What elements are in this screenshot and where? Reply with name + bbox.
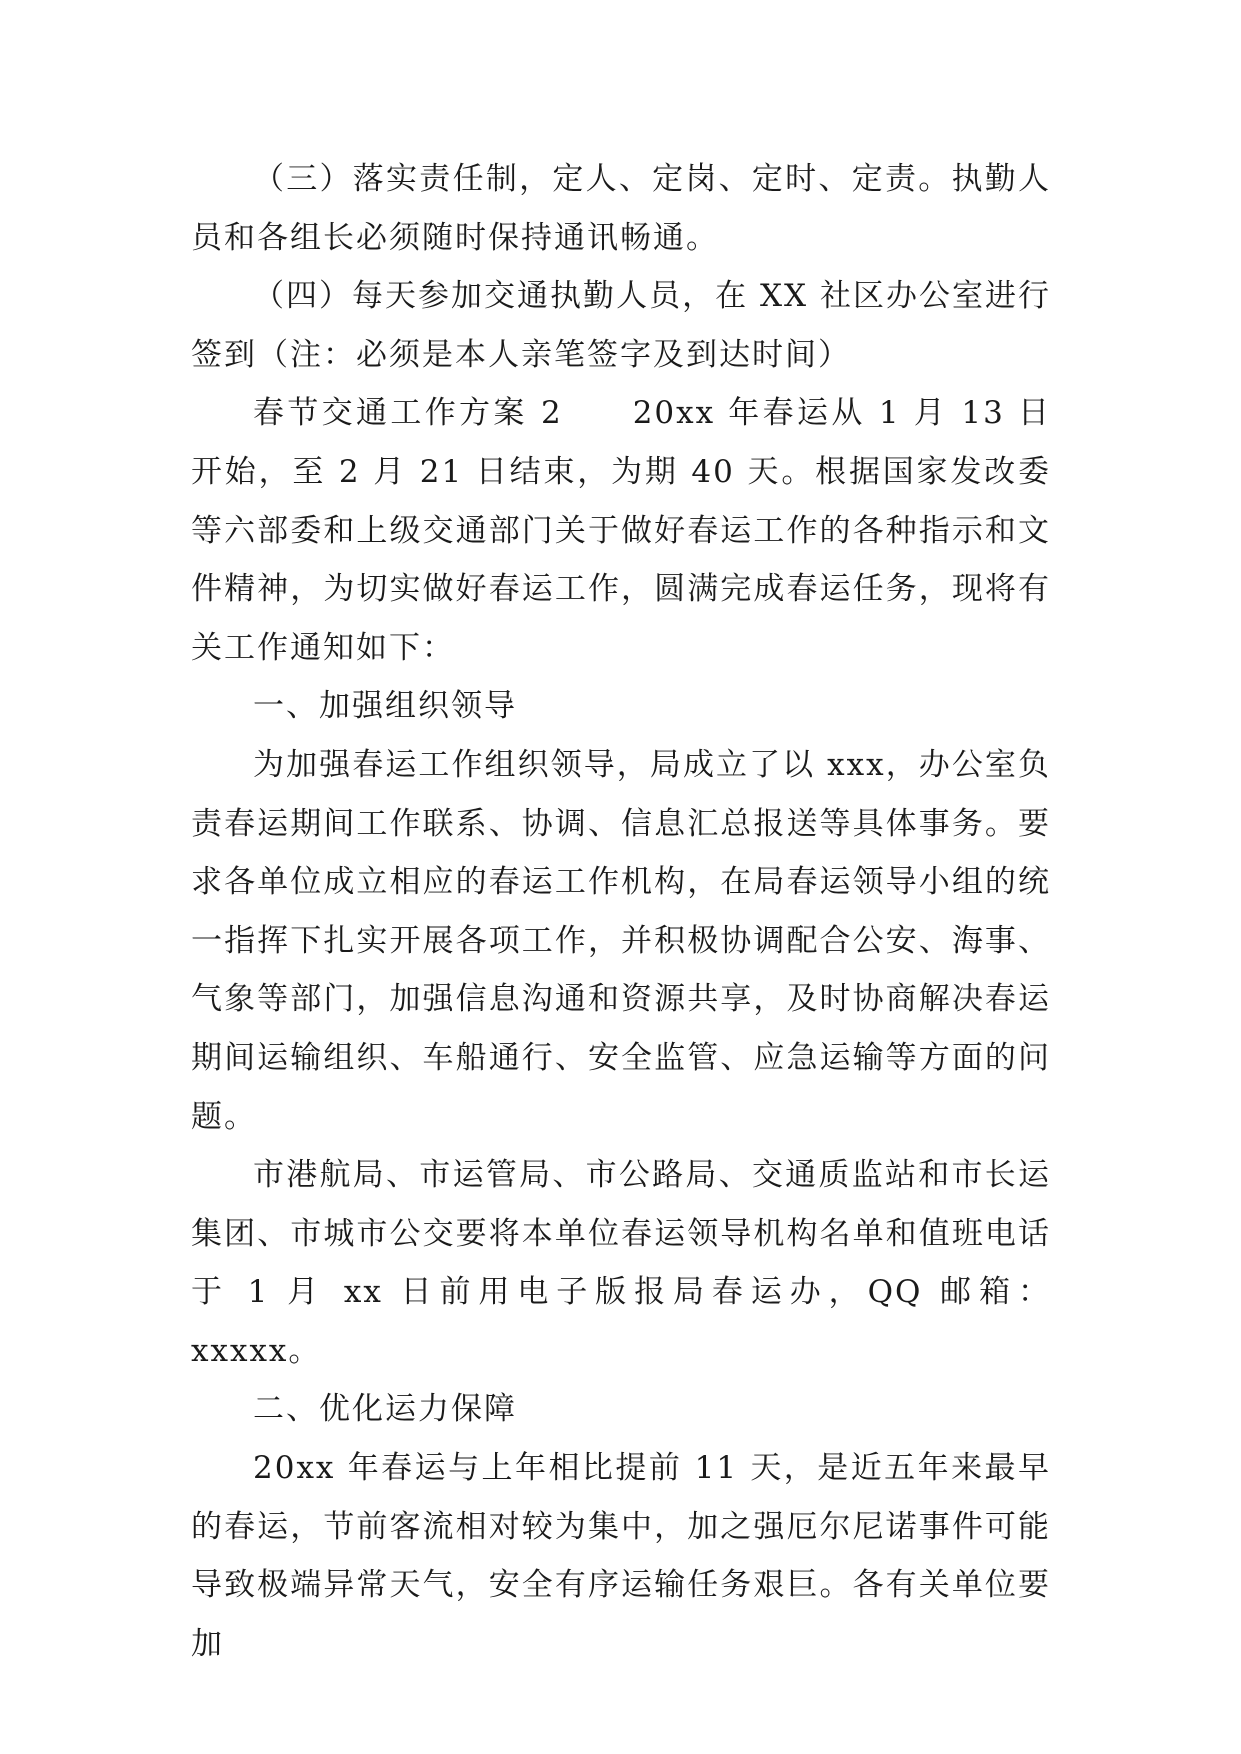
- paragraph-capacity: 20xx 年春运与上年相比提前 11 天，是近五年来最早的春运，节前客流相对较为集中，加之强厄尔尼诺事件可能导致极端异常天气，安全有序运输任务艰巨。各有关单位要加: [191, 1450, 1051, 1662]
- paragraph-plan-intro: 春节交通工作方案 2 20xx 年春运从 1 月 13 日开始，至 2 月 21 日结束，为期 40 天。根据国家发改委等六部委和上级交通部门关于做好春运工作的各种指示和文件精神，为切实做好春运工作，圆满完成春运任务，现将有关工作通知如下：: [191, 395, 1051, 666]
- paragraph-responsibility: （三）落实责任制，定人、定岗、定时、定责。执勤人员和各组长必须随时保持通讯畅通。: [191, 161, 1051, 256]
- paragraph-report-list: 市港航局、市运管局、市公路局、交通质监站和市长运集团、市城市公交要将本单位春运领导机构名单和值班电话于 1 月 xx 日前用电子版报局春运办，QQ 邮箱：xxxxx。: [191, 1157, 1051, 1369]
- paragraph-sign-in: （四）每天参加交通执勤人员，在 XX 社区办公室进行签到（注：必须是本人亲笔签字及到达时间）: [191, 278, 1051, 373]
- paragraph-organization: 为加强春运工作组织领导，局成立了以 xxx，办公室负责春运期间工作联系、协调、信息汇总报送等具体事务。要求各单位成立相应的春运工作机构，在局春运领导小组的统一指挥下扎实开展各项工作，并积极协调配合公安、海事、气象等部门，加强信息沟通和资源共享，及时协商解决春运期间运输组织、车船通行、安全监管、应急运输等方面的问题。: [191, 746, 1051, 1135]
- document-body: [191, 150, 1051, 1673]
- section-heading-capacity: 二、优化运力保障: [253, 1391, 517, 1428]
- section-heading-organization: 一、加强组织领导: [253, 688, 517, 725]
